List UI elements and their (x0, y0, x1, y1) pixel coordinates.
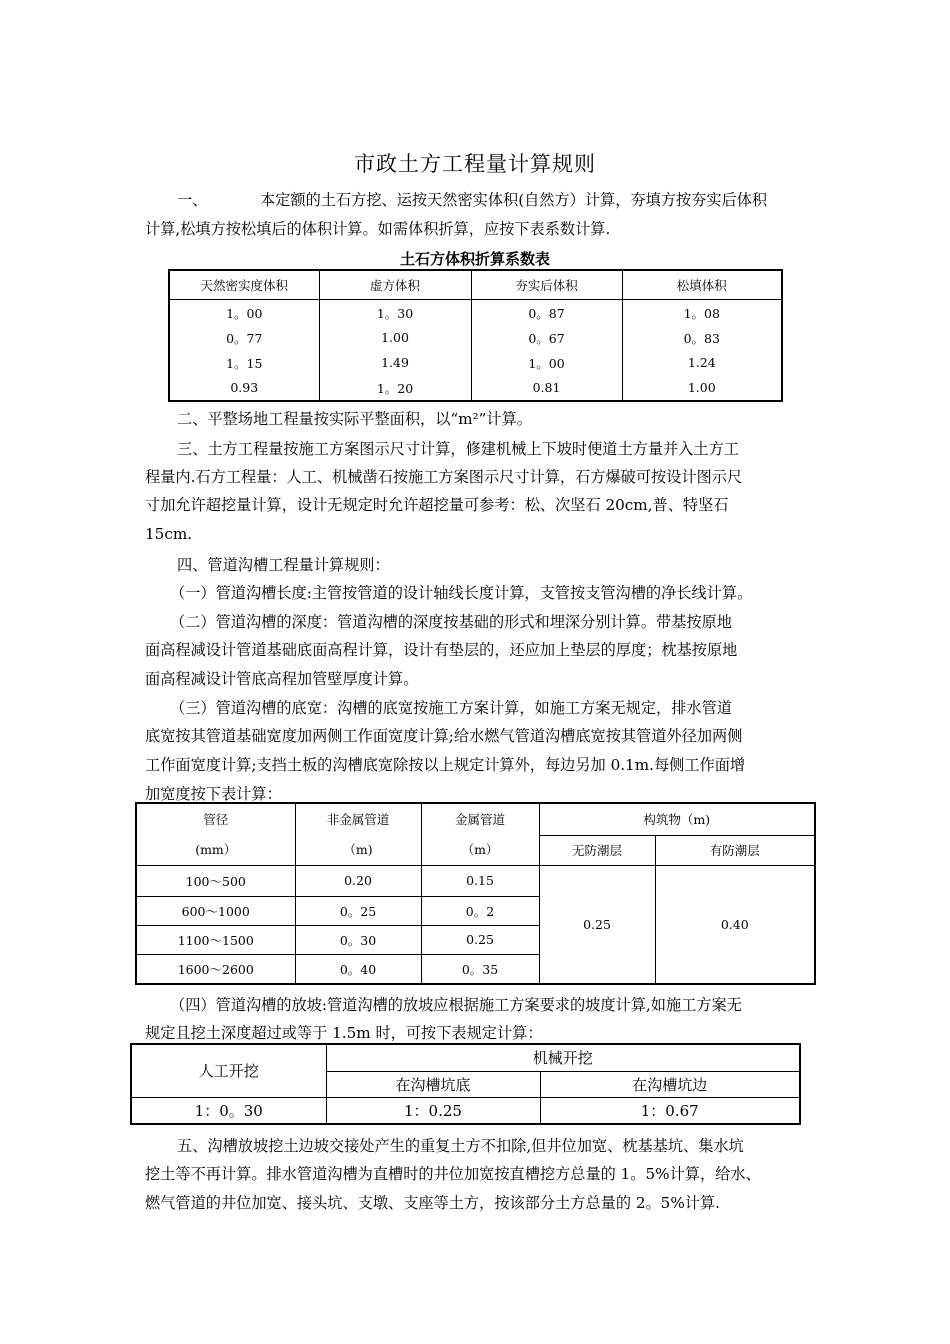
section5-line2: 挖土等不再计算。排水管道沟槽为直槽时的井位加宽按直槽挖方总量的 1。5%计算，给水、 (145, 1165, 761, 1183)
table3-header-machine: 机械开挖 (326, 1044, 800, 1071)
table2-cell: 0。25 (295, 896, 421, 925)
table2-nonmetal-label: 非金属管道 (326, 812, 390, 828)
section4-item3-line1: （三）管道沟槽的底宽：沟槽的底宽按施工方案计算，如施工方案无规定，排水管道 (170, 699, 732, 717)
table1-cell: 1。08 (622, 300, 782, 326)
table1-cell: 0。87 (471, 300, 622, 326)
section5-line3: 燃气管道的井位加宽、接头坑、支墩、支座等土方，按该部分土方总量的 2。5%计算. (145, 1194, 720, 1212)
working-width-table (135, 802, 816, 985)
table2-cell: 0.20 (295, 865, 421, 896)
table1-header: 虚方体积 (319, 270, 471, 300)
table2-header-proof: 有防潮层 (655, 835, 815, 865)
section1-number: 一、 (177, 191, 208, 209)
table2-cell: 0。2 (421, 896, 539, 925)
section4-item2-line1: （二）管道沟槽的深度：管道沟槽的深度按基础的形式和埋深分别计算。带基按原地 (170, 613, 732, 631)
section4-item4-line2: 规定且挖土深度超过或等于 1.5m 时，可按下表规定计算： (145, 1024, 543, 1042)
table1-header: 夯实后体积 (471, 270, 622, 300)
section3-line3: 寸加允许超挖量计算，设计无规定时允许超挖量可参考：松、次坚石 20cm,普、特坚石 (145, 496, 729, 514)
table2-cell: 0。40 (295, 954, 421, 984)
section1-line2: 计算,松填方按松填后的体积计算。如需体积折算，应按下表系数计算. (145, 220, 611, 238)
section4-item1: （一）管道沟槽长度:主管按管道的设计轴线长度计算，支管按支管沟槽的净长线计算。 (170, 584, 753, 602)
table1-cell: 0。83 (622, 325, 782, 350)
table1-header: 天然密实度体积 (169, 270, 319, 300)
section3-line4: 15cm. (145, 525, 193, 543)
section2-text: 二、平整场地工程量按实际平整面积，以“m²”计算。 (177, 410, 532, 428)
table-row (169, 375, 782, 401)
table2-cell: 1100～1500 (136, 925, 295, 954)
table2-cell: 1600～2600 (136, 954, 295, 984)
page-title: 市政土方工程量计算规则 (354, 152, 596, 176)
table1-title: 土石方体积折算系数表 (399, 250, 550, 268)
table1-header: 松填体积 (622, 270, 782, 300)
table2-metal-label: 金属管道 (454, 812, 505, 828)
table1-cell: 1。00 (471, 350, 622, 375)
table2-nonmetal-unit: （m) (343, 842, 373, 858)
table1-cell: 1.24 (622, 350, 782, 375)
table1-cell: 1。20 (319, 375, 471, 401)
table2-noproof-value: 0.25 (539, 865, 655, 984)
table2-header-structure: 构筑物（m) (539, 803, 815, 835)
table3-header-edge: 在沟槽坑边 (540, 1071, 800, 1097)
table1-cell: 0.93 (169, 375, 319, 401)
table2-cell: 0.25 (421, 925, 539, 954)
table1-cell: 1.49 (319, 350, 471, 375)
section4-item3-line3: 工作面宽度计算;支挡土板的沟槽底宽除按以上规定计算外，每边另加 0.1m.每侧工作面增 (145, 756, 746, 774)
table1-cell: 0。67 (471, 325, 622, 350)
slope-table (130, 1043, 801, 1125)
table1-cell: 1.00 (622, 375, 782, 401)
table2-proof-value: 0.40 (655, 865, 815, 984)
table2-cell: 0.15 (421, 865, 539, 896)
table-row (169, 350, 782, 375)
table1-cell: 1.00 (319, 325, 471, 350)
table2-diameter-unit: (mm） (195, 842, 237, 858)
table3-header-manual: 人工开挖 (131, 1044, 326, 1097)
section4-item3-line4: 加宽度按下表计算： (145, 785, 282, 803)
table1-cell: 1。15 (169, 350, 319, 375)
section4-item4-line1: （四）管道沟槽的放坡:管道沟槽的放坡应根据施工方案要求的坡度计算,如施工方案无 (170, 996, 742, 1014)
table3-header-bottom: 在沟槽坑底 (326, 1071, 540, 1097)
volume-conversion-table (168, 269, 783, 402)
section1-line1: 本定额的土石方挖、运按天然密实体积(自然方）计算，夯填方按夯实后体积 (260, 191, 768, 209)
table-row (169, 325, 782, 350)
table-row (169, 300, 782, 326)
table2-header-diameter (136, 803, 295, 865)
table2-cell: 600～1000 (136, 896, 295, 925)
section4-item3-line2: 底宽按其管道基础宽度加两侧工作面宽度计算;给水燃气管道沟槽底宽按其管道外径加两侧 (145, 727, 743, 745)
table2-cell: 0。30 (295, 925, 421, 954)
table2-header-nonmetal (295, 803, 421, 865)
table2-cell: 100～500 (136, 865, 295, 896)
table1-cell: 0。77 (169, 325, 319, 350)
table2-header-metal (421, 803, 539, 865)
table3-edge-value: 1：0.67 (540, 1097, 800, 1124)
table-row (136, 865, 815, 896)
table2-diameter-label: 管径 (203, 812, 229, 828)
table1-cell: 0.81 (471, 375, 622, 401)
table3-manual-value: 1：0。30 (131, 1097, 326, 1124)
section4-heading: 四、管道沟槽工程量计算规则： (177, 556, 390, 574)
table3-bottom-value: 1：0.25 (326, 1097, 540, 1124)
table2-metal-unit: （m） (461, 842, 499, 858)
section3-line2: 程量内.石方工程量：人工、机械凿石按施工方案图示尺寸计算，石方爆破可按设计图示尺 (145, 468, 743, 486)
section4-item2-line3: 面高程减设计管底高程加管壁厚度计算。 (145, 670, 419, 688)
table1-cell: 1。30 (319, 300, 471, 326)
table2-header-noproof: 无防潮层 (539, 835, 655, 865)
section5-line1: 五、沟槽放坡挖土边坡交接处产生的重复土方不扣除,但井位加宽、枕基基坑、集水坑 (177, 1137, 744, 1155)
table1-cell: 1。00 (169, 300, 319, 326)
section3-line1: 三、土方工程量按施工方案图示尺寸计算，修建机械上下坡时便道土方量并入土方工 (177, 440, 739, 458)
section4-item2-line2: 面高程减设计管道基础底面高程计算，设计有垫层的，还应加上垫层的厚度；枕基按原地 (145, 641, 738, 659)
table-row (131, 1097, 800, 1124)
table2-cell: 0。35 (421, 954, 539, 984)
